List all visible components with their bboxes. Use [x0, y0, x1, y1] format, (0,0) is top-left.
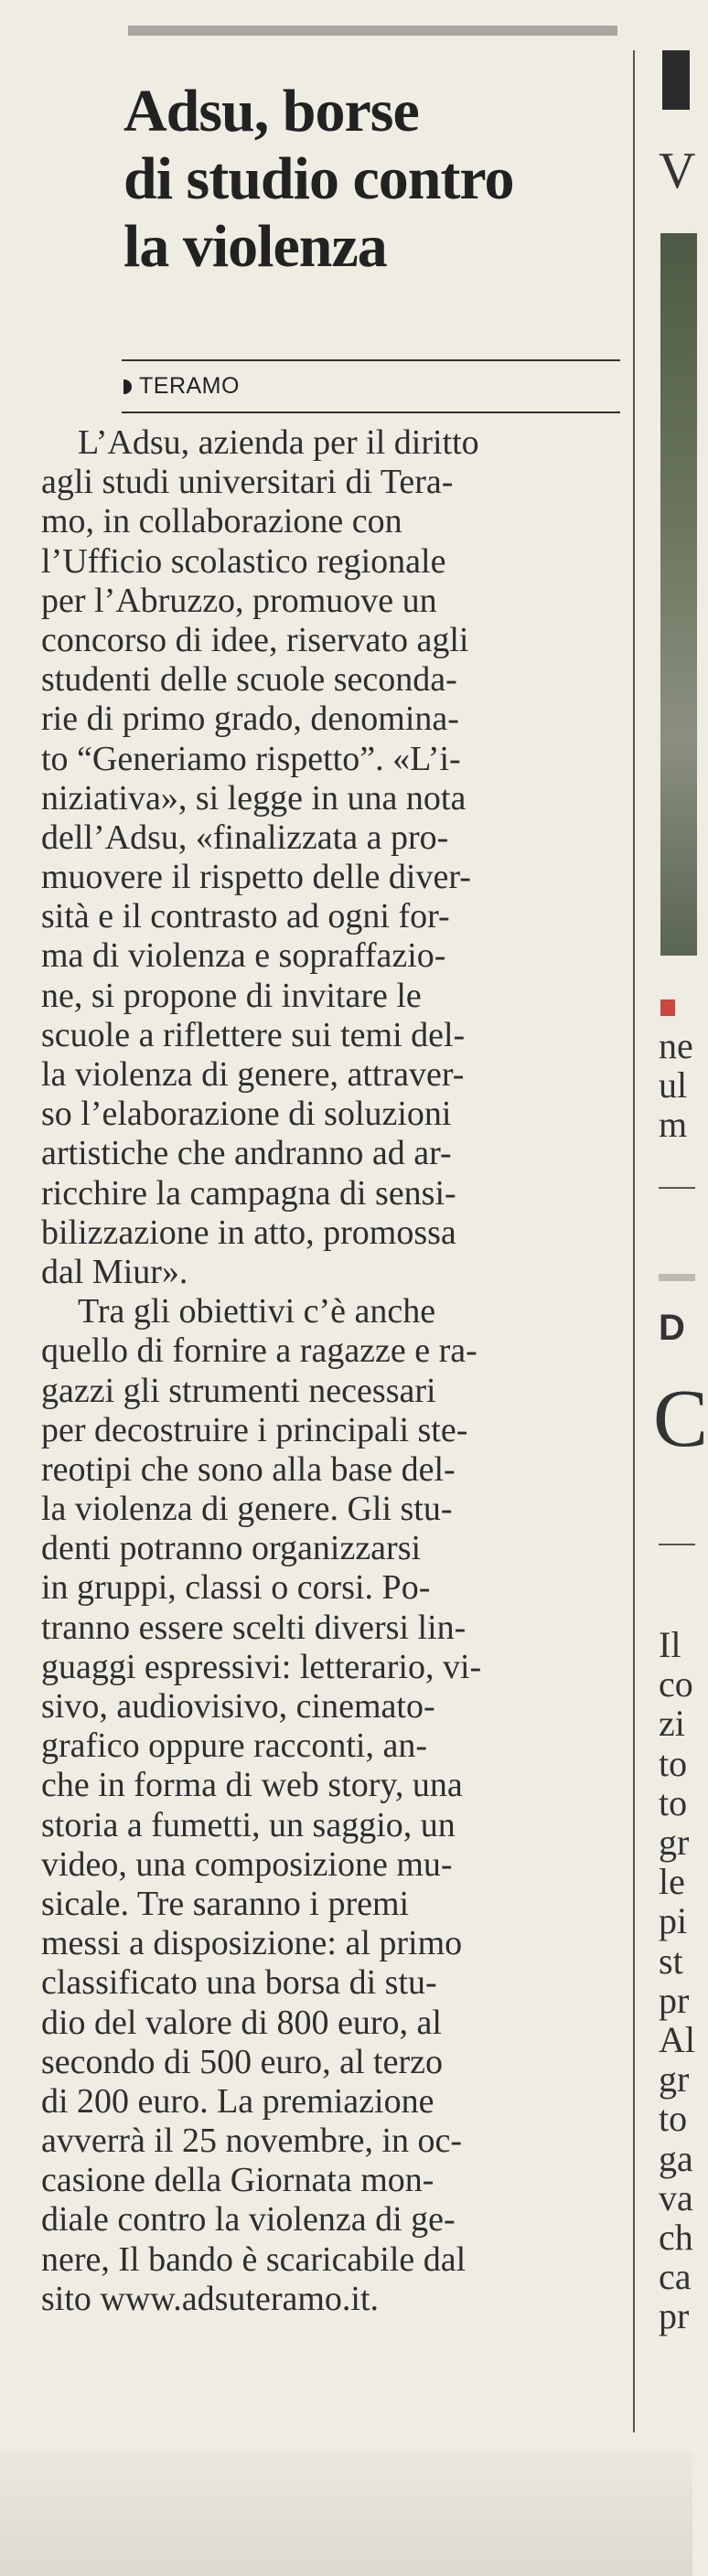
section-label-text: TERAMO — [139, 373, 240, 399]
headline-line: la violenza — [123, 213, 387, 280]
adjacent-fragment: co — [659, 1663, 693, 1705]
body-line: storia a fumetti, un saggio, un — [41, 1805, 456, 1844]
body-line: la violenza di genere. Gli stu- — [41, 1490, 453, 1529]
section-label — [123, 373, 240, 400]
body-line: sito www.adsuteramo.it. — [41, 2279, 380, 2318]
adjacent-fragment: V — [659, 143, 696, 199]
adjacent-fragment: va — [659, 2176, 693, 2218]
adjacent-fragment: pi — [659, 1900, 688, 1942]
section-marker-icon — [123, 379, 132, 394]
adjacent-fragment: pr — [659, 2295, 690, 2337]
body-line: dal Miur». — [41, 1252, 188, 1291]
column-divider — [633, 50, 635, 2432]
body-line: mo, in collaborazione con — [41, 502, 402, 541]
body-line: niziativa», si legge in una nota — [41, 778, 467, 818]
adjacent-fragment: ca — [659, 2256, 692, 2298]
body-line: grafico oppure racconti, an- — [41, 1726, 428, 1766]
adjacent-rule — [659, 1274, 695, 1281]
adjacent-fragment: ga — [659, 2137, 693, 2179]
body-line: reotipi che sono alla base del- — [41, 1449, 456, 1489]
body-line: messi a disposizione: al primo — [41, 1924, 463, 1963]
body-line: video, una composizione mu- — [41, 1844, 453, 1884]
top-rule — [128, 26, 617, 36]
body-line: secondo di 500 euro, al terzo — [41, 2042, 443, 2081]
adjacent-fragment: D — [659, 1308, 685, 1348]
body-line: nere, Il bando è scaricabile dal — [41, 2239, 467, 2279]
adjacent-fragment: ul — [659, 1064, 688, 1106]
body-line: la violenza di genere, attraver- — [41, 1055, 465, 1094]
section-rule-top — [122, 359, 620, 361]
body-line: ricchire la campagna di sensi- — [41, 1173, 456, 1213]
body-line: denti potranno organizzarsi — [41, 1529, 422, 1568]
article-body — [41, 423, 619, 2319]
body-line: so l’elaborazione di soluzioni — [41, 1095, 452, 1134]
body-line: to “Generiamo rispetto”. «L’i- — [41, 739, 461, 778]
adjacent-fragment: Al — [659, 2019, 695, 2060]
body-line: concorso di idee, riservato agli — [41, 620, 469, 659]
adjacent-fragment: m — [659, 1104, 688, 1145]
adjacent-fragment: to — [659, 1781, 688, 1823]
body-line: quello di fornire a ragazze e ra- — [41, 1331, 477, 1371]
body-line: per decostruire i principali ste- — [41, 1410, 468, 1449]
body-line: bilizzazione in atto, promossa — [41, 1213, 456, 1252]
adjacent-red-marker — [660, 999, 675, 1016]
body-line: sità e il contrasto ad ogni for- — [41, 897, 450, 936]
body-line: tranno essere scelti diversi lin- — [41, 1608, 467, 1647]
body-line: artistiche che andranno ad ar- — [41, 1134, 452, 1173]
body-line: casione della Giornata mon- — [41, 2161, 434, 2200]
body-line: sicale. Tre saranno i premi — [41, 1884, 410, 1923]
body-line: diale contro la violenza di ge- — [41, 2200, 456, 2239]
adjacent-icon-box — [662, 50, 690, 110]
body-line: guaggi espressivi: letterario, vi- — [41, 1647, 482, 1686]
body-line: gazzi gli strumenti necessari — [41, 1371, 436, 1410]
adjacent-fragment: ne — [659, 1025, 693, 1066]
adjacent-fragment: st — [659, 1940, 683, 1982]
headline-line: di studio contro — [123, 145, 514, 212]
body-line: muovere il rispetto delle diver- — [41, 858, 471, 897]
body-line: l’Ufficio scolastico regionale — [41, 541, 446, 581]
body-line: classificato una borsa di stu- — [41, 1963, 437, 2003]
section-rule-bottom — [122, 412, 620, 413]
headline — [123, 78, 636, 281]
adjacent-fragment: le — [659, 1861, 685, 1903]
page-bottom-shade — [0, 2451, 692, 2576]
body-line: in gruppi, classi o corsi. Po- — [41, 1568, 431, 1608]
adjacent-fragment: to — [659, 2098, 688, 2140]
body-line: che in forma di web story, una — [41, 1766, 463, 1805]
adjacent-fragment: gr — [659, 2058, 690, 2100]
body-line: avverrà il 25 novembre, in oc- — [41, 2122, 463, 2161]
body-line: agli studi universitari di Tera- — [41, 463, 454, 502]
adjacent-fragment: C — [653, 1374, 708, 1464]
adjacent-rule — [659, 1544, 695, 1545]
adjacent-fragment: zi — [659, 1703, 685, 1745]
body-line: sivo, audiovisivo, cinemato- — [41, 1687, 435, 1726]
body-line: L’Adsu, azienda per il diritto — [78, 423, 479, 462]
body-line: dio del valore di 800 euro, al — [41, 2003, 442, 2042]
adjacent-fragment: to — [659, 1742, 688, 1784]
adjacent-photo — [660, 233, 697, 956]
body-line: rie di primo grado, denomina- — [41, 700, 459, 739]
adjacent-fragment: Il — [659, 1624, 681, 1665]
body-line: ne, si propone di invitare le — [41, 976, 422, 1015]
body-line: di 200 euro. La premiazione — [41, 2081, 434, 2121]
body-line: per l’Abruzzo, promuove un — [41, 581, 437, 620]
headline-line: Adsu, borse — [123, 78, 419, 144]
adjacent-fragment: pr — [659, 1979, 690, 2021]
body-line: scuole a riflettere sui temi del- — [41, 1015, 466, 1054]
body-line: Tra gli obiettivi c’è anche — [78, 1292, 436, 1331]
body-line: dell’Adsu, «finalizzata a pro- — [41, 818, 449, 857]
adjacent-rule — [659, 1187, 695, 1189]
adjacent-fragment: ch — [659, 2217, 693, 2258]
adjacent-fragment: gr — [659, 1822, 690, 1863]
body-line: ma di violenza e sopraffazio- — [41, 936, 446, 976]
body-line: studenti delle scuole seconda- — [41, 660, 457, 700]
adjacent-column-strip — [640, 0, 708, 2576]
